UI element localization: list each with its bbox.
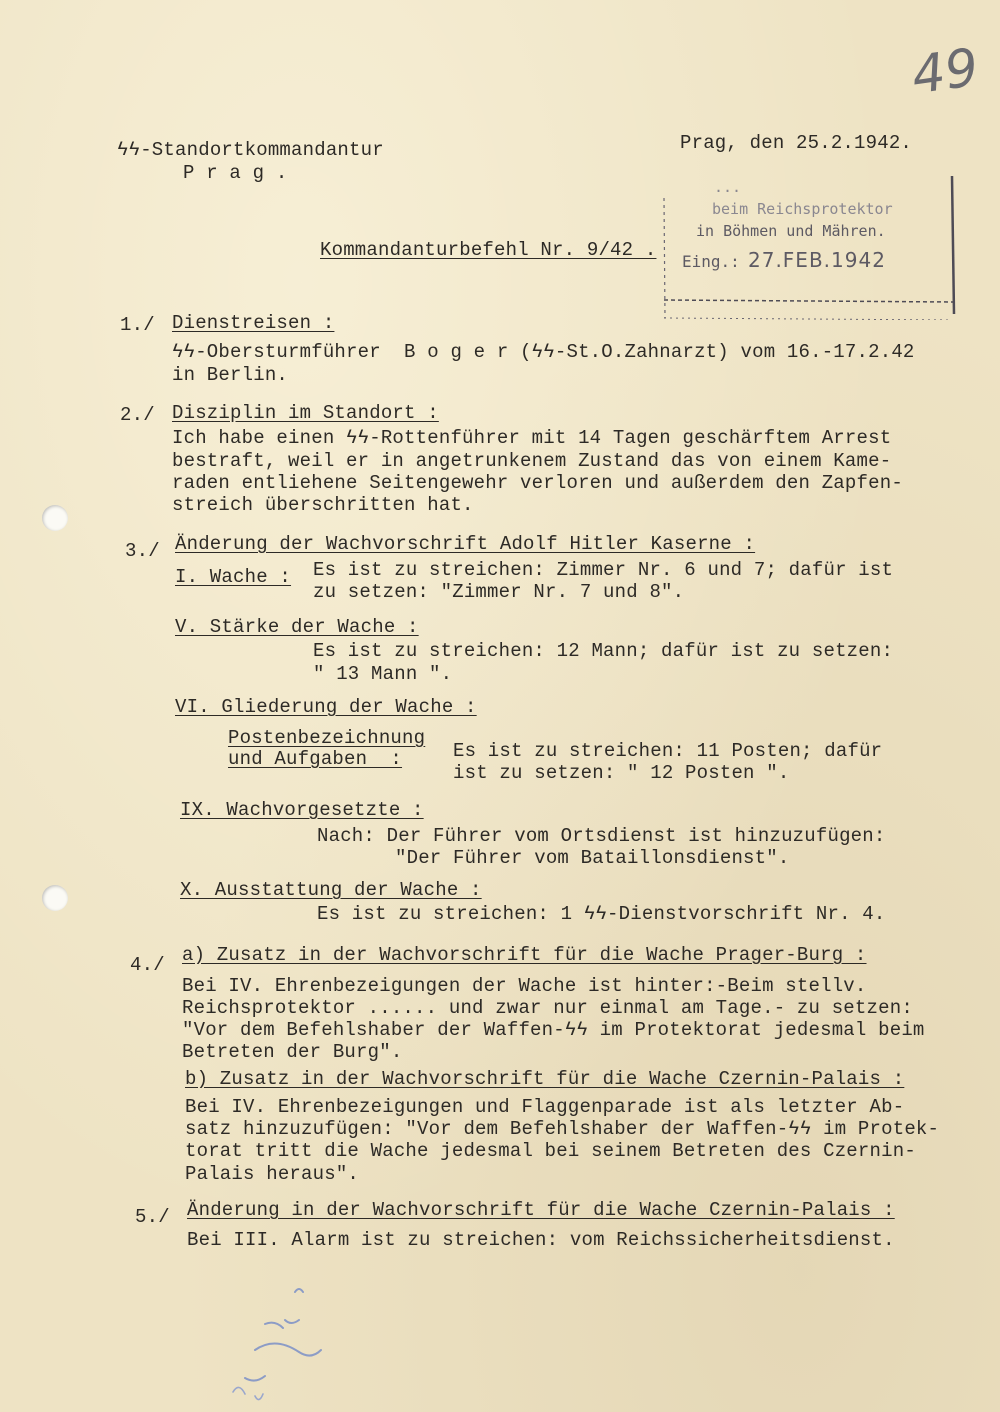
section-5-heading: Änderung in der Wachvorschrift für die Wache Czernin-Palais : — [187, 1199, 895, 1221]
stamp-eing-date: 27.FEB.1942 — [748, 248, 886, 272]
punch-hole-top — [42, 505, 68, 531]
section-3-x-heading: X. Ausstattung der Wache : — [180, 879, 482, 901]
section-1-heading: Dienstreisen : — [172, 312, 335, 334]
section-4b-line-3: torat tritt die Wache jedesmal bei seinem Betreten des Czernin- — [185, 1140, 916, 1162]
section-5-line-1: Bei III. Alarm ist zu streichen: vom Reichssicherheitsdienst. — [187, 1229, 895, 1251]
section-3-vi-line-2: ist zu setzen: " 12 Posten ". — [453, 762, 790, 784]
punch-hole-bottom — [42, 885, 68, 911]
section-4b-line-1: Bei IV. Ehrenbezeigungen und Flaggenparade ist als letzter Ab- — [185, 1096, 905, 1118]
section-4b-line-2: satz hinzuzufügen: "Vor dem Befehlshaber der Waffen-ϟϟ im Protek- — [185, 1118, 940, 1140]
section-3-vi-line-1: Es ist zu streichen: 11 Posten; dafür — [453, 740, 883, 762]
section-3-vi-sub-2: und Aufgaben : — [228, 748, 403, 770]
stamp-line-3: in Böhmen und Mähren. — [696, 222, 886, 240]
section-2-number: 2./ — [120, 404, 155, 426]
section-5-number: 5./ — [135, 1206, 170, 1228]
blue-pencil-scribble — [225, 1280, 345, 1410]
stamp-line-2: beim Reichsprotektor — [712, 200, 893, 218]
section-4a-heading: a) Zusatz in der Wachvorschrift für die Wache Prager-Burg : — [182, 944, 867, 966]
section-2-line-4: streich überschritten hat. — [172, 494, 474, 516]
section-3-ix-heading: IX. Wachvorgesetzte : — [180, 799, 424, 821]
section-1-line-2: in Berlin. — [172, 364, 289, 386]
section-3-x-line-1: Es ist zu streichen: 1 ϟϟ-Dienstvorschrift Nr. 4. — [317, 903, 886, 925]
section-3-ix-line-2: "Der Führer vom Bataillonsdienst". — [395, 847, 790, 869]
section-4b-heading: b) Zusatz in der Wachvorschrift für die Wache Czernin-Palais : — [185, 1068, 905, 1090]
section-3-heading: Änderung der Wachvorschrift Adolf Hitler Kaserne : — [175, 533, 756, 555]
receipt-stamp — [662, 168, 958, 320]
section-3-number: 3./ — [125, 540, 160, 562]
section-3-ix-line-1: Nach: Der Führer vom Ortsdienst ist hinzuzufügen: — [317, 825, 886, 847]
section-3-i-line-1: Es ist zu streichen: Zimmer Nr. 6 und 7; dafür ist — [313, 559, 894, 581]
section-3-v-line-1: Es ist zu streichen: 12 Mann; dafür ist zu setzen: — [313, 640, 894, 662]
stamp-frame — [662, 168, 958, 320]
section-4a-line-3: "Vor dem Befehlshaber der Waffen-ϟϟ im Protektorat jedesmal beim — [182, 1019, 925, 1041]
document-title: Kommandanturbefehl Nr. 9/42 . — [320, 239, 657, 261]
date-line: Prag, den 25.2.1942. — [680, 132, 913, 154]
section-3-v-heading: V. Stärke der Wache : — [175, 616, 419, 638]
section-2-heading: Disziplin im Standort : — [172, 402, 439, 424]
section-3-i-line-2: zu setzen: "Zimmer Nr. 7 und 8". — [313, 581, 685, 603]
section-2-line-2: bestraft, weil er in angetrunkenem Zustand das von einem Kame- — [172, 450, 892, 472]
section-1-number: 1./ — [120, 314, 155, 336]
section-3-vi-heading: VI. Gliederung der Wache : — [175, 696, 477, 718]
section-4a-line-1: Bei IV. Ehrenbezeigungen der Wache ist hinter:-Beim stellv. — [182, 975, 867, 997]
section-2-line-1: Ich habe einen ϟϟ-Rottenführer mit 14 Tagen geschärftem Arrest — [172, 427, 892, 449]
section-2-line-3: raden entliehene Seitengewehr verloren und außerdem den Zapfen- — [172, 472, 903, 494]
section-3-vi-sub-1: Postenbezeichnung — [228, 727, 426, 749]
section-4-number: 4./ — [130, 954, 165, 976]
page-number: 49 — [908, 37, 983, 107]
section-4b-line-4: Palais heraus". — [185, 1163, 360, 1185]
stamp-line-1: ... — [714, 178, 742, 196]
office-line-1: ϟϟ-Standortkommandantur — [117, 139, 384, 161]
section-3-v-line-2: " 13 Mann ". — [313, 663, 453, 685]
section-4a-line-4: Betreten der Burg". — [182, 1041, 403, 1063]
section-3-i-heading: I. Wache : — [175, 566, 292, 588]
office-line-2: P r a g . — [183, 162, 288, 184]
section-1-line-1: ϟϟ-Obersturmführer B o g e r (ϟϟ-St.O.Zahnarzt) vom 16.-17.2.42 — [172, 341, 915, 363]
stamp-eing-label: Eing.: — [682, 252, 740, 271]
section-4a-line-2: Reichsprotektor ...... und zwar nur einmal am Tage.- zu setzen: — [182, 997, 913, 1019]
